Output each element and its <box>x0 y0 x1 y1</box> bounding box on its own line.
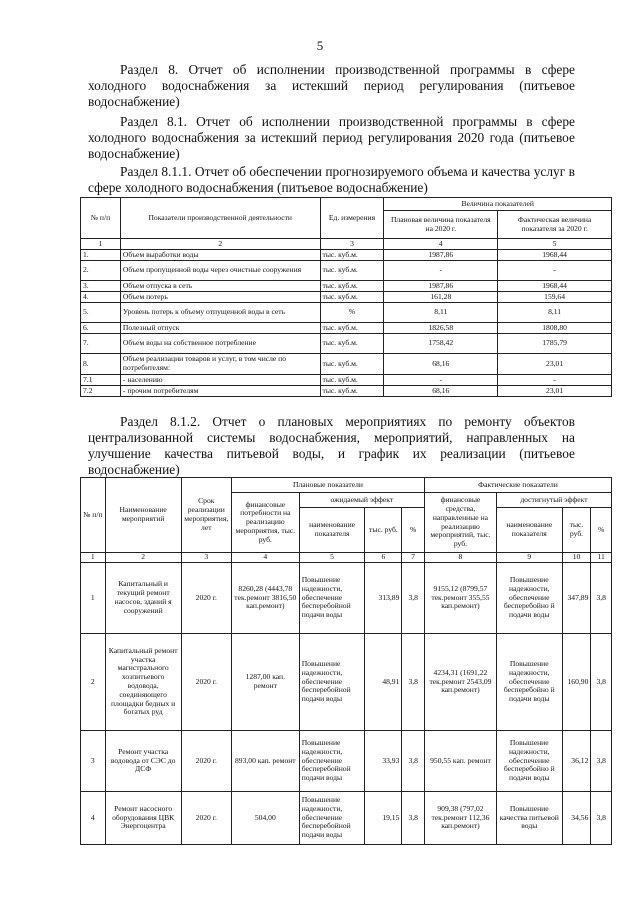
table2-header-fact-effect-name: наименование показателя <box>496 508 562 553</box>
row-term: 2020 г. <box>181 634 231 731</box>
row-plan-rub: 313,89 <box>365 563 402 634</box>
row-number: 7. <box>81 334 121 354</box>
table2-header-fact-percent: % <box>591 508 612 553</box>
row-unit: тыс. куб.м. <box>320 261 384 281</box>
row-unit: % <box>320 303 384 323</box>
row-measure-name: Капитальный и текущий ремонт насосов, зданий я сооружений <box>105 563 181 634</box>
row-planned: - <box>384 375 498 386</box>
section-8-1-title <box>88 114 575 162</box>
section-8-title <box>88 62 575 110</box>
page-number: 5 <box>316 38 324 53</box>
table1-header-unit: Ед. измерения <box>320 198 384 239</box>
row-indicator: Полезный отпуск <box>120 323 320 334</box>
row-plan-pct: 3,8 <box>402 634 425 731</box>
row-number: 2. <box>81 261 121 281</box>
table1-header-values: Величина показателей <box>384 198 612 211</box>
table2-colnum: 6 <box>365 553 402 563</box>
section-8-1-title-text: Раздел 8.1. Отчет об исполнении производственной программы в сфере холодного водоснабжения за истекший период регулирования 2020 года (питьевое водоснабжение) <box>88 114 575 161</box>
row-unit: тыс. куб.м. <box>320 323 384 334</box>
table1-header-planned: Плановая величина показателя на 2020 г. <box>384 211 498 239</box>
row-planned: 68,16 <box>384 386 498 397</box>
section-8-1-2-title-text: Раздел 8.1.2. Отчет о плановых мероприятиях по ремонту объектов централизованной системы водоснабжения, мероприятий, направленных на улучшение качества питьевой воды, и график их реализации (питьевое водоснабжение) <box>88 414 575 477</box>
table-row <box>81 292 612 303</box>
row-plan-rub: 19,15 <box>365 792 402 845</box>
table2-colnum: 10 <box>562 553 591 563</box>
table-row <box>81 334 612 354</box>
table1-colnum: 4 <box>384 239 498 250</box>
table-row <box>81 634 612 731</box>
row-unit: тыс. куб.м. <box>320 281 384 292</box>
row-actual: 1785,79 <box>498 334 612 354</box>
row-fact-fin: 909,38 (797,02 тек.ремонт 112,36 кап.ремонт) <box>425 792 497 845</box>
row-number: 1 <box>81 563 106 634</box>
row-fact-rub: 34,56 <box>562 792 591 845</box>
row-plan-fin: 1287,00 кап. ремонт <box>231 634 299 731</box>
row-indicator: Объем выработки воды <box>120 250 320 261</box>
table-row <box>81 354 612 375</box>
table2-header-fact-fin: финансовые средства, направленные на реализацию мероприятий, тыс. руб. <box>425 493 497 553</box>
row-indicator: Объем воды на собственное потребление <box>120 334 320 354</box>
row-planned: 1987,86 <box>384 281 498 292</box>
row-term: 2020 г. <box>181 792 231 845</box>
row-unit: тыс. куб.м. <box>320 292 384 303</box>
row-indicator: Уровень потерь к объему отпущенной воды в сеть <box>120 303 320 323</box>
table1-colnum: 1 <box>81 239 121 250</box>
repair-measures-table <box>80 477 612 845</box>
table1-colnum: 5 <box>498 239 612 250</box>
row-number: 4 <box>81 792 106 845</box>
row-actual: 23,01 <box>498 354 612 375</box>
row-number: 2 <box>81 634 106 731</box>
row-unit: тыс. куб.м. <box>320 250 384 261</box>
table2-colnum-row <box>81 553 612 563</box>
row-planned: 8,11 <box>384 303 498 323</box>
table2-header-term: Срок реализации мероприятия, лет <box>181 478 231 553</box>
table1-colnum-row <box>81 239 612 250</box>
row-actual: 8,11 <box>498 303 612 323</box>
table-row <box>81 386 612 397</box>
table2-header-percent: % <box>402 508 425 553</box>
row-number: 5. <box>81 303 121 323</box>
table2-header-num: № п/п <box>81 478 106 553</box>
row-actual: 23,01 <box>498 386 612 397</box>
row-fact-rub: 36,12 <box>562 731 591 792</box>
table-row <box>81 281 612 292</box>
row-plan-pct: 3,8 <box>402 792 425 845</box>
row-planned: 1758,42 <box>384 334 498 354</box>
section-8-1-2-title <box>88 414 575 478</box>
row-plan-pct: 3,8 <box>402 731 425 792</box>
row-actual: - <box>498 375 612 386</box>
table2-header-actual: Фактические показатели <box>425 478 612 493</box>
table2-colnum: 11 <box>591 553 612 563</box>
row-measure-name: Капитальный ремонт участка магистрального хозпитьевого водовода, соединяющего площадки бедных и богатых руд <box>105 634 181 731</box>
row-fact-fin: 4234,31 (1691,22 тек.ремонт 2543,09 кап.ремонт) <box>425 634 497 731</box>
table1-header-row <box>81 198 612 211</box>
row-unit: тыс. куб.м. <box>320 375 384 386</box>
row-number: 6. <box>81 323 121 334</box>
row-plan-rub: 48,91 <box>365 634 402 731</box>
row-fact-rub: 347,89 <box>562 563 591 634</box>
row-unit: тыс. куб.м. <box>320 386 384 397</box>
row-plan-fin: 8260,28 (4443,78 тек.ремонт 3816,50 кап.ремонт) <box>231 563 299 634</box>
row-number: 4. <box>81 292 121 303</box>
row-plan-rub: 33,93 <box>365 731 402 792</box>
row-actual: - <box>498 261 612 281</box>
row-indicator: Объем реализации товаров и услуг, в том числе по потребителям: <box>120 354 320 375</box>
production-indicators-table <box>80 197 612 397</box>
table-row <box>81 323 612 334</box>
row-number: 1. <box>81 250 121 261</box>
row-actual: 1808,80 <box>498 323 612 334</box>
table2-colnum: 9 <box>496 553 562 563</box>
row-fact-fin: 9155,12 (8799,57 тек.ремонт 355,55 кап.ремонт) <box>425 563 497 634</box>
row-number: 8. <box>81 354 121 375</box>
row-fact-pct: 3,8 <box>591 634 612 731</box>
row-plan-fin: 893,00 кап. ремонт <box>231 731 299 792</box>
row-planned: - <box>384 261 498 281</box>
row-plan-effect: Повышение надежности, обеспечение бесперебойной подачи воды <box>299 731 365 792</box>
row-term: 2020 г. <box>181 563 231 634</box>
row-fact-effect: Повышение качества питьевой воды <box>496 792 562 845</box>
table1-header-actual: Фактическая величина показателя за 2020 г. <box>498 211 612 239</box>
row-number: 7.2 <box>81 386 121 397</box>
row-indicator: Объем пропущенной воды через очистные сооружения <box>120 261 320 281</box>
row-plan-pct: 3,8 <box>402 563 425 634</box>
row-planned: 161,28 <box>384 292 498 303</box>
table2-header-plan-fin: финансовые потребности на реализацию мероприятия, тыс. руб. <box>231 493 299 553</box>
row-actual: 159,64 <box>498 292 612 303</box>
row-fact-rub: 160,90 <box>562 634 591 731</box>
table2-header-achieved-effect: достигнутый эффект <box>496 493 611 508</box>
table2-colnum: 7 <box>402 553 425 563</box>
row-measure-name: Ремонт участка водовода от СЭС до ДСФ <box>105 731 181 792</box>
table2-header-expected-effect: ожидаемый эффект <box>299 493 424 508</box>
row-planned: 1987,86 <box>384 250 498 261</box>
table2-colnum: 1 <box>81 553 106 563</box>
table2-colnum: 8 <box>425 553 497 563</box>
row-indicator: Объем потерь <box>120 292 320 303</box>
row-planned: 68,16 <box>384 354 498 375</box>
table1-header-indicator: Показатели производственной деятельности <box>120 198 320 239</box>
section-8-1-1-title <box>88 164 575 196</box>
row-fact-effect: Повышение надежности, обеспечение бесперебойно й подачи воды <box>496 634 562 731</box>
row-fact-pct: 3,8 <box>591 792 612 845</box>
table1-header-num: № п/п <box>81 198 121 239</box>
section-8-title-text: Раздел 8. Отчет об исполнении производственной программы в сфере холодного водоснабжения за истекший период регулирования (питьевое водоснабжение) <box>88 62 575 109</box>
table2-header-thous-rub: тыс. руб. <box>365 508 402 553</box>
table2-header-planned: Плановые показатели <box>231 478 424 493</box>
row-measure-name: Ремонт насосного оборудования ЦВК Энергоцентра <box>105 792 181 845</box>
row-fact-effect: Повышение надежности, обеспечение бесперебойно й подачи воды <box>496 731 562 792</box>
row-planned: 1826,58 <box>384 323 498 334</box>
row-plan-effect: Повышение надежности, обеспечение бесперебойной подачи воды <box>299 792 365 845</box>
table-row <box>81 792 612 845</box>
row-unit: тыс. куб.м. <box>320 354 384 375</box>
table-row <box>81 731 612 792</box>
row-fact-effect: Повышение надежности, обеспечение бесперебойно й подачи воды <box>496 563 562 634</box>
table2-colnum: 5 <box>299 553 365 563</box>
table2-header-name: Наименование мероприятий <box>105 478 181 553</box>
row-fact-fin: 950,55 кап. ремонт <box>425 731 497 792</box>
row-number: 7.1 <box>81 375 121 386</box>
row-plan-fin: 504,00 <box>231 792 299 845</box>
row-plan-effect: Повышение надежности, обеспечение бесперебойной подачи воды <box>299 563 365 634</box>
table-row <box>81 563 612 634</box>
row-indicator: Объем отпуска в сеть <box>120 281 320 292</box>
row-actual: 1968,44 <box>498 250 612 261</box>
row-number: 3 <box>81 731 106 792</box>
row-term: 2020 г. <box>181 731 231 792</box>
table1-colnum: 3 <box>320 239 384 250</box>
table2-header-row <box>81 478 612 493</box>
table2-header-fact-thous-rub: тыс. руб. <box>562 508 591 553</box>
row-plan-effect: Повышение надежности, обеспечение бесперебойной подачи воды <box>299 634 365 731</box>
table1-colnum: 2 <box>120 239 320 250</box>
table2-header-effect-name: наименование показателя <box>299 508 365 553</box>
table-row <box>81 250 612 261</box>
table-row <box>81 303 612 323</box>
row-indicator: - прочим потребителям <box>120 386 320 397</box>
table2-colnum: 3 <box>181 553 231 563</box>
table-row <box>81 375 612 386</box>
table2-colnum: 4 <box>231 553 299 563</box>
row-fact-pct: 3,8 <box>591 563 612 634</box>
row-actual: 1968,44 <box>498 281 612 292</box>
row-fact-pct: 3,8 <box>591 731 612 792</box>
row-number: 3. <box>81 281 121 292</box>
section-8-1-1-title-text: Раздел 8.1.1. Отчет об обеспечении прогнозируемого объема и качества услуг в сфере холодного водоснабжения (питьевое водоснабжение) <box>88 164 575 195</box>
row-unit: тыс. куб.м. <box>320 334 384 354</box>
row-indicator: - населению <box>120 375 320 386</box>
table-row <box>81 261 612 281</box>
table2-colnum: 2 <box>105 553 181 563</box>
